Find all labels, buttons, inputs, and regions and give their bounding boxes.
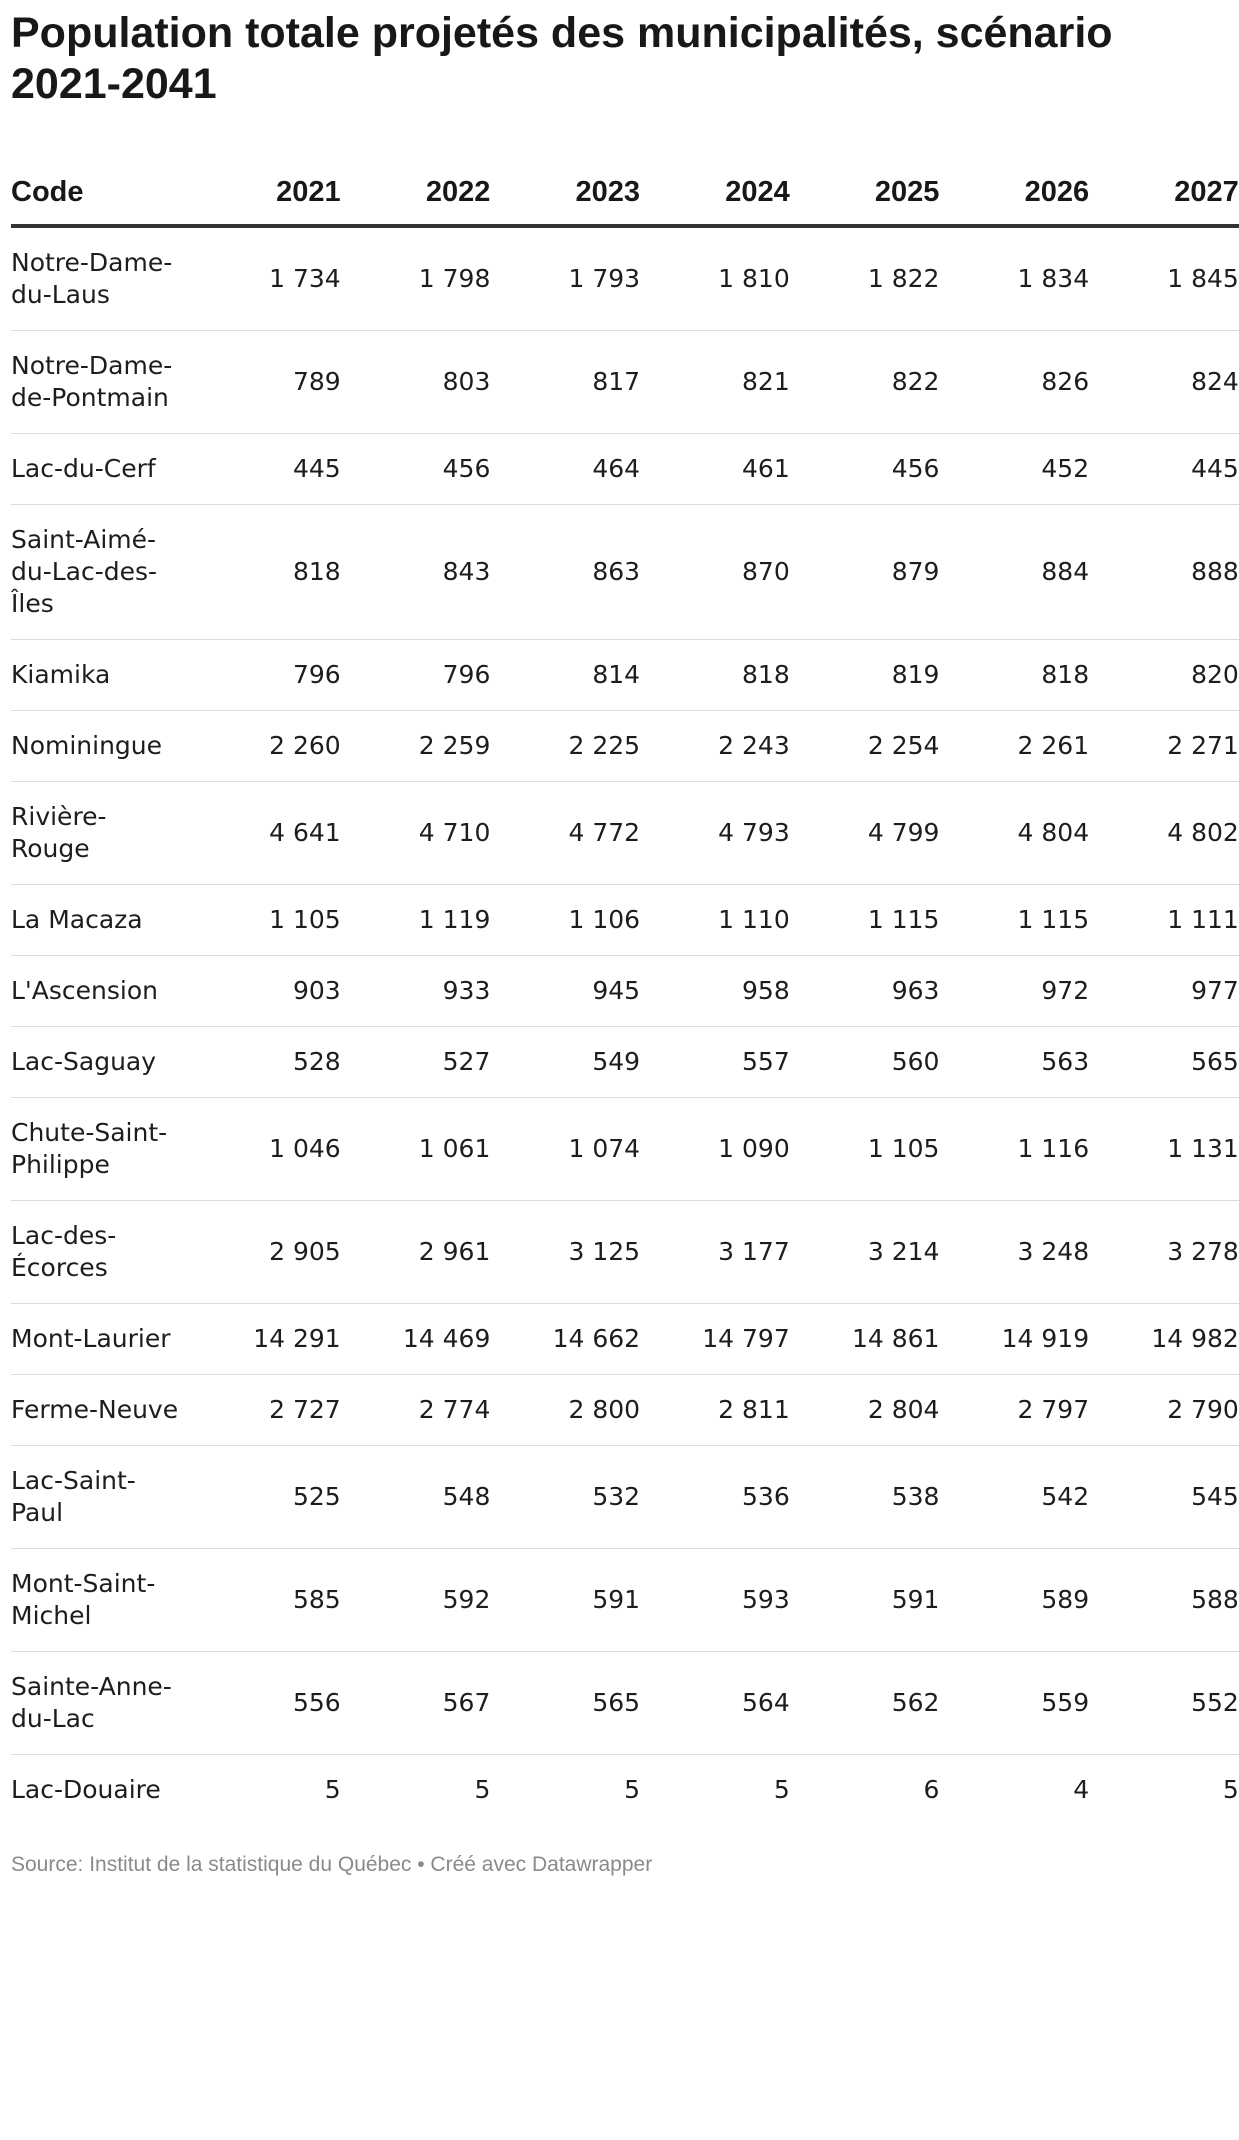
- population-value: 977: [1089, 956, 1239, 1027]
- population-value: 445: [191, 434, 341, 505]
- population-value: 2 961: [341, 1201, 491, 1304]
- table-body: [11, 226, 1239, 1825]
- population-value: 589: [939, 1549, 1089, 1652]
- population-value: 585: [191, 1549, 341, 1652]
- population-value: 14 662: [490, 1304, 640, 1375]
- population-value: 14 469: [341, 1304, 491, 1375]
- population-value: 814: [490, 640, 640, 711]
- population-value: 559: [939, 1652, 1089, 1755]
- population-value: 958: [640, 956, 790, 1027]
- population-value: 565: [490, 1652, 640, 1755]
- population-value: 567: [341, 1652, 491, 1755]
- population-value: 3 125: [490, 1201, 640, 1304]
- population-value: 821: [640, 331, 790, 434]
- municipality-name: Notre-Dame-de-Pontmain: [11, 331, 191, 434]
- population-value: 532: [490, 1446, 640, 1549]
- population-value: 5: [624, 1775, 641, 1804]
- table-row: [11, 1446, 1239, 1549]
- population-value: 536: [640, 1446, 790, 1549]
- table-row: [11, 1652, 1239, 1755]
- population-value: 5: [474, 1775, 491, 1804]
- population-value: 560: [790, 1027, 940, 1098]
- population-value: 1 734: [191, 226, 341, 331]
- population-value: 2 271: [1089, 711, 1239, 782]
- population-value: 5: [324, 1775, 341, 1804]
- population-value: 963: [790, 956, 940, 1027]
- table-row: [11, 1755, 1239, 1826]
- population-value: 591: [490, 1549, 640, 1652]
- population-value: 552: [1089, 1652, 1239, 1755]
- population-value: 1 110: [640, 885, 790, 956]
- column-header-2027[interactable]: 2027: [1089, 156, 1239, 226]
- population-value: 819: [790, 640, 940, 711]
- table-row: [11, 1027, 1239, 1098]
- population-value: 2 800: [490, 1375, 640, 1446]
- population-value: 593: [640, 1549, 790, 1652]
- population-value: 538: [790, 1446, 940, 1549]
- population-value: 1 115: [939, 885, 1089, 956]
- table-row: [11, 505, 1239, 640]
- municipality-name: Notre-Dame-du-Laus: [11, 226, 191, 331]
- population-value: 1 090: [640, 1098, 790, 1201]
- population-value: 588: [1089, 1549, 1239, 1652]
- population-value: 528: [191, 1027, 341, 1098]
- population-value: 903: [191, 956, 341, 1027]
- population-value: 452: [939, 434, 1089, 505]
- population-value: 549: [490, 1027, 640, 1098]
- population-value: 527: [341, 1027, 491, 1098]
- population-value: 1 105: [790, 1098, 940, 1201]
- population-value: 817: [490, 331, 640, 434]
- population-value: 565: [1089, 1027, 1239, 1098]
- column-header-2025[interactable]: 2025: [790, 156, 940, 226]
- population-value: 2 261: [939, 711, 1089, 782]
- population-value: 1 793: [490, 226, 640, 331]
- table-row: [11, 1549, 1239, 1652]
- population-value: 933: [341, 956, 491, 1027]
- municipality-name: Mont-Saint-Michel: [11, 1549, 191, 1652]
- population-value: 563: [939, 1027, 1089, 1098]
- municipality-name: Chute-Saint-Philippe: [11, 1098, 191, 1201]
- column-header-2021[interactable]: 2021: [191, 156, 341, 226]
- population-value: 818: [640, 640, 790, 711]
- population-value: 1 834: [939, 226, 1089, 331]
- population-value: 1 810: [640, 226, 790, 331]
- table-row: [11, 1375, 1239, 1446]
- population-value: 3 248: [939, 1201, 1089, 1304]
- population-value: 3 214: [790, 1201, 940, 1304]
- column-header-code[interactable]: Code: [11, 156, 191, 226]
- population-value: 863: [490, 505, 640, 640]
- population-value: 3 177: [640, 1201, 790, 1304]
- population-value: 4 799: [790, 782, 940, 885]
- population-value: 843: [341, 505, 491, 640]
- population-value: 1 105: [191, 885, 341, 956]
- population-value: 1 074: [490, 1098, 640, 1201]
- table-row: [11, 782, 1239, 885]
- population-value: 1 115: [790, 885, 940, 956]
- municipality-name: Nominingue: [11, 711, 191, 782]
- population-value: 1 106: [490, 885, 640, 956]
- population-value: 4 710: [341, 782, 491, 885]
- population-value: 2 225: [490, 711, 640, 782]
- population-value: 826: [939, 331, 1089, 434]
- column-header-2026[interactable]: 2026: [939, 156, 1089, 226]
- population-value: 14 982: [1089, 1304, 1239, 1375]
- municipality-name: Lac-Saguay: [11, 1027, 191, 1098]
- population-value: 1 822: [790, 226, 940, 331]
- population-value: 870: [640, 505, 790, 640]
- population-value: 557: [640, 1027, 790, 1098]
- population-value: 542: [939, 1446, 1089, 1549]
- municipality-name: Kiamika: [11, 640, 191, 711]
- population-value: 14 797: [640, 1304, 790, 1375]
- table-row: [11, 1304, 1239, 1375]
- population-value: 884: [939, 505, 1089, 640]
- population-value: 4 804: [939, 782, 1089, 885]
- population-value: 4 802: [1089, 782, 1239, 885]
- population-value: 6: [923, 1775, 940, 1804]
- population-value: 1 111: [1089, 885, 1239, 956]
- population-value: 2 260: [191, 711, 341, 782]
- table-row: [11, 956, 1239, 1027]
- municipality-name: Lac-Saint-Paul: [11, 1446, 191, 1549]
- population-value: 592: [341, 1549, 491, 1652]
- population-value: 3 278: [1089, 1201, 1239, 1304]
- population-value: 879: [790, 505, 940, 640]
- population-value: 1 131: [1089, 1098, 1239, 1201]
- data-table: [11, 156, 1239, 1825]
- table-row: [11, 434, 1239, 505]
- municipality-name: Lac-du-Cerf: [11, 434, 191, 505]
- population-value: 972: [939, 956, 1089, 1027]
- municipality-name: Lac-Douaire: [11, 1775, 161, 1804]
- table-row: [11, 1098, 1239, 1201]
- population-value: 1 798: [341, 226, 491, 331]
- population-value: 461: [640, 434, 790, 505]
- population-value: 548: [341, 1446, 491, 1549]
- population-value: 464: [490, 434, 640, 505]
- municipality-name: Mont-Laurier: [11, 1304, 191, 1375]
- population-value: 545: [1089, 1446, 1239, 1549]
- population-value: 14 919: [939, 1304, 1089, 1375]
- population-value: 5: [773, 1775, 790, 1804]
- population-value: 2 905: [191, 1201, 341, 1304]
- population-value: 2 811: [640, 1375, 790, 1446]
- municipality-name: Ferme-Neuve: [11, 1375, 191, 1446]
- population-value: 4 641: [191, 782, 341, 885]
- population-value: 945: [490, 956, 640, 1027]
- table-header-row: [11, 156, 1239, 226]
- population-value: 822: [790, 331, 940, 434]
- population-value: 562: [790, 1652, 940, 1755]
- population-value: 456: [790, 434, 940, 505]
- column-header-2024[interactable]: 2024: [640, 156, 790, 226]
- source-note: Source: Institut de la statistique du Québec • Créé avec Datawrapper: [11, 1853, 653, 1876]
- municipality-name: L'Ascension: [11, 956, 191, 1027]
- population-value: 2 254: [790, 711, 940, 782]
- population-value: 14 291: [191, 1304, 341, 1375]
- population-value: 14 861: [790, 1304, 940, 1375]
- population-value: 1 046: [191, 1098, 341, 1201]
- table-row: [11, 885, 1239, 956]
- page-title: Population totale projetés des municipalités, scénario 2021-2041: [11, 9, 1113, 108]
- population-value: 796: [191, 640, 341, 711]
- population-value: 2 774: [341, 1375, 491, 1446]
- population-value: 1 845: [1089, 226, 1239, 331]
- population-value: 525: [191, 1446, 341, 1549]
- population-value: 1 061: [341, 1098, 491, 1201]
- population-value: 2 790: [1089, 1375, 1239, 1446]
- population-value: 591: [790, 1549, 940, 1652]
- population-value: 2 797: [939, 1375, 1089, 1446]
- population-value: 564: [640, 1652, 790, 1755]
- population-value: 2 804: [790, 1375, 940, 1446]
- municipality-name: Rivière-Rouge: [11, 782, 191, 885]
- column-header-2023[interactable]: 2023: [490, 156, 640, 226]
- population-value: 818: [939, 640, 1089, 711]
- population-value: 888: [1089, 505, 1239, 640]
- population-value: 5: [1222, 1775, 1239, 1804]
- population-value: 456: [341, 434, 491, 505]
- population-value: 4 793: [640, 782, 790, 885]
- population-value: 445: [1089, 434, 1239, 505]
- population-value: 2 259: [341, 711, 491, 782]
- table-row: [11, 640, 1239, 711]
- population-value: 1 119: [341, 885, 491, 956]
- municipality-name: Saint-Aimé-du-Lac-des-Îles: [11, 505, 191, 640]
- table-row: [11, 711, 1239, 782]
- population-value: 1 116: [939, 1098, 1089, 1201]
- population-value: 2 243: [640, 711, 790, 782]
- population-value: 4: [1073, 1775, 1090, 1804]
- municipality-name: Lac-des-Écorces: [11, 1201, 191, 1304]
- table-row: [11, 226, 1239, 331]
- table-row: [11, 331, 1239, 434]
- municipality-name: La Macaza: [11, 885, 191, 956]
- population-value: 556: [191, 1652, 341, 1755]
- population-value: 803: [341, 331, 491, 434]
- municipality-name: Sainte-Anne-du-Lac: [11, 1652, 191, 1755]
- population-value: 789: [191, 331, 341, 434]
- population-value: 818: [191, 505, 341, 640]
- population-value: 820: [1089, 640, 1239, 711]
- table-row: [11, 1201, 1239, 1304]
- population-value: 796: [341, 640, 491, 711]
- column-header-2022[interactable]: 2022: [341, 156, 491, 226]
- population-value: 4 772: [490, 782, 640, 885]
- population-value: 824: [1089, 331, 1239, 434]
- population-value: 2 727: [191, 1375, 341, 1446]
